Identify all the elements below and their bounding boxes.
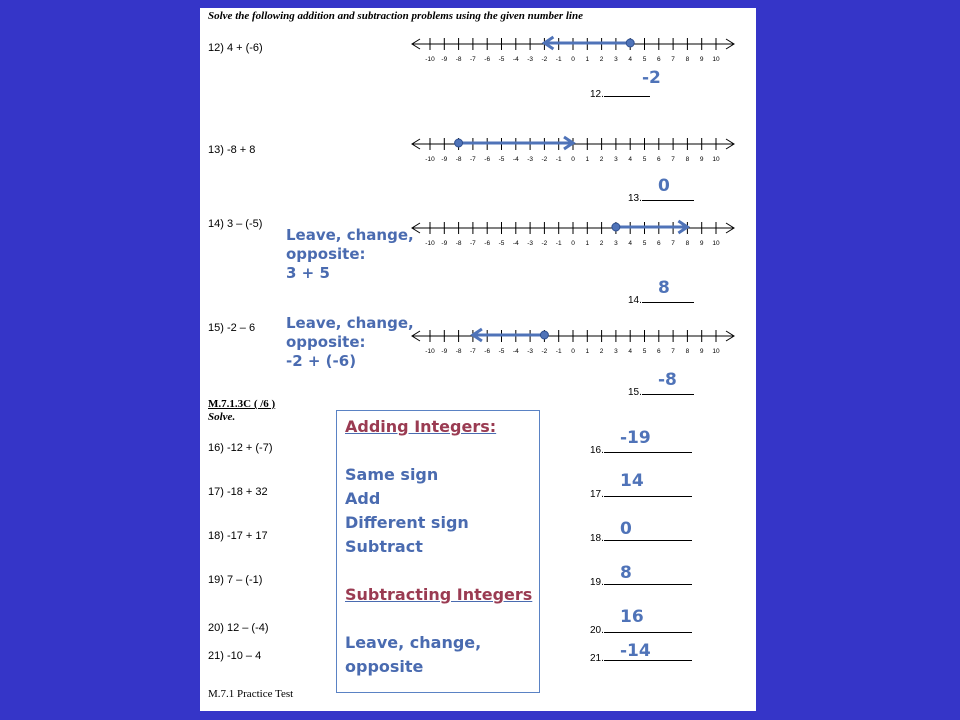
answer-14-handwritten: 8 bbox=[658, 278, 670, 298]
answer-18-handwritten: 0 bbox=[620, 519, 632, 539]
tick-label: -3 bbox=[527, 156, 533, 163]
tick-label: 1 bbox=[585, 348, 590, 355]
start-point bbox=[540, 331, 548, 339]
tick-label: -4 bbox=[512, 56, 519, 63]
number-line-14 bbox=[408, 216, 744, 252]
tick-label: 5 bbox=[642, 240, 647, 247]
section-instruction: Solve. bbox=[208, 411, 236, 423]
tick-label: -10 bbox=[425, 348, 435, 355]
answer-16-handwritten: -19 bbox=[620, 428, 651, 448]
subtracting-integers-title: Subtracting Integers bbox=[345, 585, 533, 604]
tick-label: 10 bbox=[712, 156, 720, 163]
tick-label: 9 bbox=[699, 240, 704, 247]
answer-21-label: 21. bbox=[590, 653, 604, 664]
answer-18-label: 18. bbox=[590, 533, 604, 544]
tick-label: -4 bbox=[512, 240, 519, 247]
tick-label: -6 bbox=[484, 240, 491, 247]
tick-label: 9 bbox=[699, 56, 704, 63]
tick-label: 1 bbox=[585, 240, 590, 247]
answer-19-handwritten: 8 bbox=[620, 563, 632, 583]
tick-label: -5 bbox=[498, 348, 505, 355]
problem-20: 20) 12 – (-4) bbox=[208, 622, 269, 634]
tick-label: 9 bbox=[699, 348, 704, 355]
tick-label: 5 bbox=[642, 348, 647, 355]
tick-label: -8 bbox=[455, 156, 462, 163]
tick-label: -8 bbox=[455, 56, 462, 63]
tick-label: -6 bbox=[484, 348, 491, 355]
tick-label: -8 bbox=[455, 240, 462, 247]
note-14-line3: 3 + 5 bbox=[286, 264, 330, 282]
tick-label: -6 bbox=[484, 156, 491, 163]
answer-13-blank bbox=[628, 190, 694, 204]
tick-label: 8 bbox=[685, 56, 690, 63]
tick-label: 3 bbox=[614, 56, 618, 63]
tick-label: 6 bbox=[656, 348, 661, 355]
tick-label: 4 bbox=[628, 348, 633, 355]
tick-label: 0 bbox=[571, 56, 575, 63]
tick-label: -6 bbox=[484, 56, 491, 63]
problem-12: 12) 4 + (-6) bbox=[208, 42, 263, 54]
tick-label: 10 bbox=[712, 348, 720, 355]
problem-13: 13) -8 + 8 bbox=[208, 144, 256, 156]
answer-15-blank bbox=[628, 384, 694, 398]
answer-20-handwritten: 16 bbox=[620, 607, 644, 627]
answer-20-label: 20. bbox=[590, 625, 604, 636]
tick-label: 3 bbox=[614, 156, 618, 163]
note-14-line2: opposite: bbox=[286, 245, 366, 263]
rule-subtract: Subtract bbox=[345, 537, 423, 556]
answer-20-blank bbox=[590, 622, 692, 636]
tick-label: 9 bbox=[699, 156, 704, 163]
note-14-line1: Leave, change, bbox=[286, 226, 414, 244]
tick-label: 7 bbox=[671, 240, 675, 247]
start-point bbox=[455, 139, 463, 147]
adding-integers-title: Adding Integers: bbox=[345, 417, 497, 436]
tick-label: 4 bbox=[628, 240, 633, 247]
tick-label: 8 bbox=[685, 348, 690, 355]
tick-label: -5 bbox=[498, 156, 505, 163]
rule-add: Add bbox=[345, 489, 381, 508]
tick-label: -3 bbox=[527, 56, 533, 63]
tick-label: 2 bbox=[599, 56, 604, 63]
number-line-13 bbox=[408, 132, 744, 168]
answer-17-handwritten: 14 bbox=[620, 471, 644, 491]
tick-label: -9 bbox=[441, 240, 448, 247]
tick-label: 6 bbox=[656, 56, 661, 63]
rule-opposite: opposite bbox=[345, 657, 424, 676]
tick-label: 0 bbox=[571, 156, 575, 163]
tick-label: 7 bbox=[671, 56, 675, 63]
note-15-line3: -2 + (-6) bbox=[286, 352, 357, 370]
tick-label: 3 bbox=[614, 240, 618, 247]
tick-label: -3 bbox=[527, 240, 533, 247]
tick-label: -5 bbox=[498, 56, 505, 63]
tick-label: 6 bbox=[656, 240, 661, 247]
problem-18: 18) -17 + 17 bbox=[208, 530, 268, 542]
tick-label: 10 bbox=[712, 56, 720, 63]
answer-21-handwritten: -14 bbox=[620, 641, 651, 661]
start-point bbox=[612, 223, 620, 231]
answer-17-blank bbox=[590, 486, 692, 500]
answer-16-label: 16. bbox=[590, 445, 604, 456]
tick-label: -4 bbox=[512, 156, 519, 163]
rule-same-sign: Same sign bbox=[345, 465, 439, 484]
tick-label: -4 bbox=[512, 348, 519, 355]
note-14 bbox=[286, 226, 414, 283]
tick-label: 6 bbox=[656, 156, 661, 163]
answer-16-blank bbox=[590, 442, 692, 456]
worksheet-page bbox=[200, 8, 756, 711]
tick-label: -3 bbox=[527, 348, 533, 355]
problem-17: 17) -18 + 32 bbox=[208, 486, 268, 498]
answer-12-blank bbox=[590, 86, 650, 100]
note-15 bbox=[286, 314, 414, 371]
answer-18-blank bbox=[590, 530, 692, 544]
tick-label: -1 bbox=[555, 348, 562, 355]
tick-label: 0 bbox=[571, 348, 575, 355]
tick-label: -7 bbox=[470, 240, 476, 247]
start-point bbox=[626, 39, 634, 47]
tick-label: 10 bbox=[712, 240, 720, 247]
tick-label: 1 bbox=[585, 56, 590, 63]
tick-label: -7 bbox=[470, 56, 476, 63]
answer-12-label: 12. bbox=[590, 89, 604, 100]
tick-label: -5 bbox=[498, 240, 505, 247]
tick-label: -9 bbox=[441, 156, 448, 163]
problem-15: 15) -2 – 6 bbox=[208, 322, 256, 334]
note-15-line1: Leave, change, bbox=[286, 314, 414, 332]
tick-label: 7 bbox=[671, 156, 675, 163]
number-line-12 bbox=[408, 32, 744, 68]
tick-label: -8 bbox=[455, 348, 462, 355]
tick-label: -10 bbox=[425, 156, 435, 163]
rules-box bbox=[336, 410, 540, 693]
number-line-15 bbox=[408, 324, 744, 360]
tick-label: -1 bbox=[555, 240, 562, 247]
tick-label: 4 bbox=[628, 56, 633, 63]
tick-label: -1 bbox=[555, 56, 562, 63]
tick-label: -7 bbox=[470, 348, 476, 355]
problem-19: 19) 7 – (-1) bbox=[208, 574, 263, 586]
answer-13-label: 13. bbox=[628, 193, 642, 204]
tick-label: -7 bbox=[470, 156, 476, 163]
rule-leave-change: Leave, change, bbox=[345, 633, 482, 652]
problem-21: 21) -10 – 4 bbox=[208, 650, 262, 662]
tick-label: 5 bbox=[642, 156, 647, 163]
tick-label: -2 bbox=[541, 156, 548, 163]
tick-label: -2 bbox=[541, 348, 548, 355]
answer-14-label: 14. bbox=[628, 295, 642, 306]
answer-15-label: 15. bbox=[628, 387, 642, 398]
tick-label: 3 bbox=[614, 348, 618, 355]
tick-label: -10 bbox=[425, 56, 435, 63]
tick-label: -9 bbox=[441, 348, 448, 355]
tick-label: -10 bbox=[425, 240, 435, 247]
section-code: M.7.1.3C ( /6 ) bbox=[208, 398, 276, 410]
instructions-heading: Solve the following addition and subtraction problems using the given number line bbox=[208, 10, 583, 22]
answer-19-label: 19. bbox=[590, 577, 604, 588]
tick-label: -2 bbox=[541, 240, 548, 247]
tick-label: 2 bbox=[599, 348, 604, 355]
problem-16: 16) -12 + (-7) bbox=[208, 442, 273, 454]
note-15-line2: opposite: bbox=[286, 333, 366, 351]
answer-17-label: 17. bbox=[590, 489, 604, 500]
tick-label: -2 bbox=[541, 56, 548, 63]
answer-14-blank bbox=[628, 292, 694, 306]
tick-label: 2 bbox=[599, 156, 604, 163]
tick-label: 0 bbox=[571, 240, 575, 247]
tick-label: 8 bbox=[685, 240, 690, 247]
answer-12-handwritten: -2 bbox=[642, 68, 661, 88]
tick-label: 2 bbox=[599, 240, 604, 247]
answer-19-blank bbox=[590, 574, 692, 588]
answer-15-handwritten: -8 bbox=[658, 370, 677, 390]
problem-14: 14) 3 – (-5) bbox=[208, 218, 263, 230]
tick-label: -1 bbox=[555, 156, 562, 163]
answer-21-blank bbox=[590, 650, 692, 664]
tick-label: 7 bbox=[671, 348, 675, 355]
tick-label: -9 bbox=[441, 56, 448, 63]
footer-title: M.7.1 Practice Test bbox=[208, 688, 294, 700]
tick-label: 4 bbox=[628, 156, 633, 163]
answer-13-handwritten: 0 bbox=[658, 176, 670, 196]
tick-label: 8 bbox=[685, 156, 690, 163]
rule-different-sign: Different sign bbox=[345, 513, 469, 532]
tick-label: 1 bbox=[585, 156, 590, 163]
tick-label: 5 bbox=[642, 56, 647, 63]
